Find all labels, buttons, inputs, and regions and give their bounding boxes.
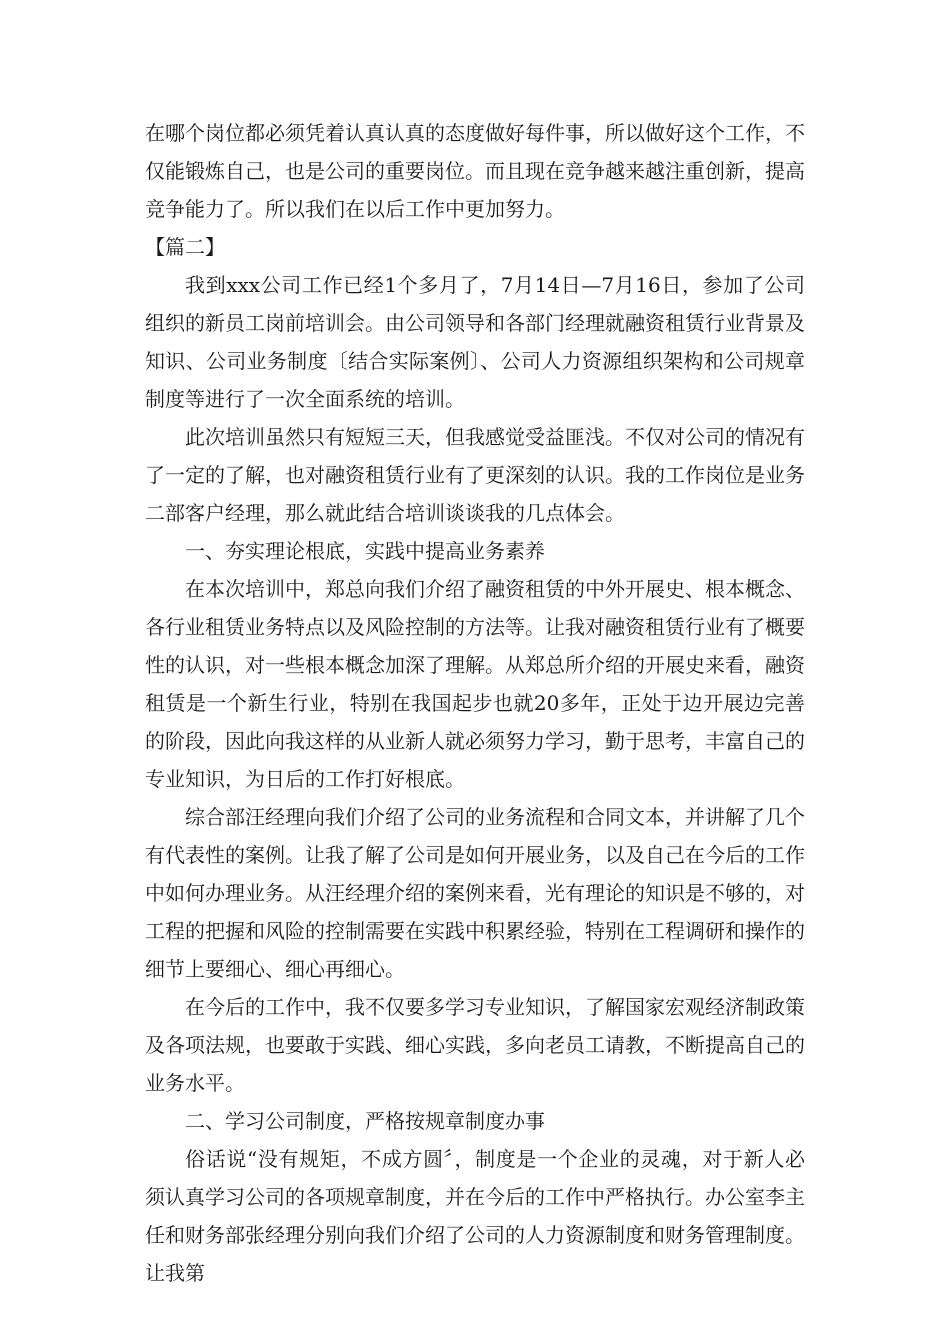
paragraph-6: 俗话说“没有规矩，不成方圆〞，制度是一个企业的灵魂，对于新人必须认真学习公司的各项规章制度，并在今后的工作中严格执行。办公室李主任和财务部张经理分别向我们介绍了公司的人力资源制度和财务管理制度。让我第 [145, 1147, 805, 1285]
paragraph-2: 此次培训虽然只有短短三天，但我感觉受益匪浅。不仅对公司的情况有了一定的了解，也对融资租赁行业有了更深刻的认识。我的工作岗位是业务二部客户经理，那么就此结合培训谈谈我的几点体会。 [145, 425, 805, 525]
paragraph-intro-end: 在哪个岗位都必须凭着认真认真的态度做好每件事，所以做好这个工作，不仅能锻炼自己，也是公司的重要岗位。而且现在竞争越来越注重创新，提高竞争能力了。所以我们在以后工作中更加努力。 [145, 121, 805, 221]
paragraph-5: 在今后的工作中，我不仅要多学习专业知识，了解国家宏观经济制政策及各项法规，也要敢于实践、细心实践，多向老员工请教，不断提高自己的业务水平。 [145, 995, 805, 1095]
paragraph-1: 我到xxx公司工作已经1个多月了，7月14日—7月16日，参加了公司组织的新员工岗前培训会。由公司领导和各部门经理就融资租赁行业背景及知识、公司业务制度〔结合实际案例〕、公司人力资源组织架构和公司规章制度等进行了一次全面系统的培训。 [145, 273, 805, 411]
paragraph-4: 综合部汪经理向我们介绍了公司的业务流程和合同文本，并讲解了几个有代表性的案例。让我了解了公司是如何开展业务，以及自己在今后的工作中如何办理业务。从汪经理介绍的案例来看，光有理论的知识是不够的，对工程的把握和风险的控制需要在实践中积累经验，特别在工程调研和操作的细节上要细心、细心再细心。 [145, 805, 805, 981]
paragraph-3: 在本次培训中，郑总向我们介绍了融资租赁的中外开展史、根本概念、各行业租赁业务特点以及风险控制的方法等。让我对融资租赁行业有了概要性的认识，对一些根本概念加深了理解。从郑总所介绍的开展史来看，融资租赁是一个新生行业，特别在我国起步也就20多年，正处于边开展边完善的阶段，因此向我这样的从业新人就必须努力学习，勤于思考，丰富自己的专业知识，为日后的工作打好根底。 [145, 577, 805, 791]
section-title-2: 二、学习公司制度，严格按规章制度办事 [185, 1109, 545, 1133]
document-page [145, 114, 805, 1292]
heading-part-two: 【篇二】 [145, 235, 225, 259]
section-title-1: 一、夯实理论根底，实践中提高业务素养 [185, 539, 545, 563]
